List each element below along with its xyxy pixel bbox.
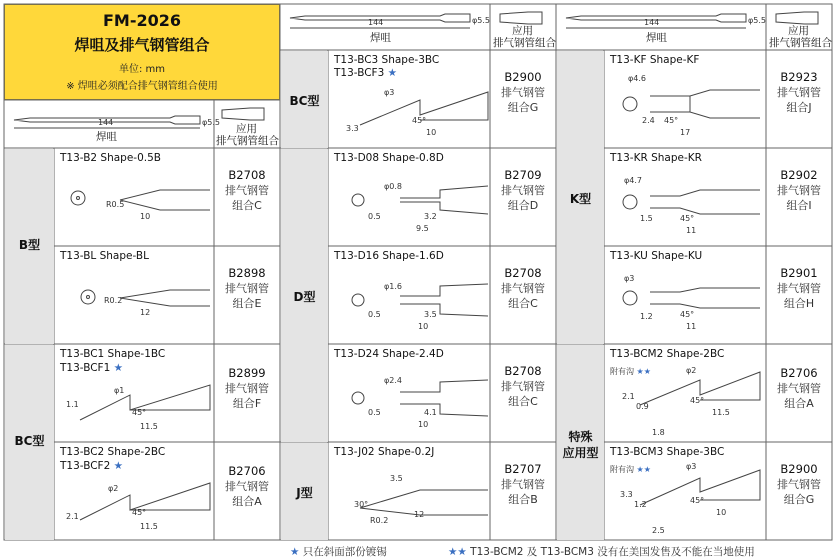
tip-d24-code-block bbox=[490, 364, 556, 409]
tip-d24-dim2: 0.5 bbox=[368, 408, 381, 417]
tip-bc3-combo: 组合G bbox=[507, 101, 539, 114]
model-title: FM-2026 bbox=[102, 11, 182, 30]
tip-j02-dim1: 3.5 bbox=[390, 474, 403, 483]
tip-bcm3-groove-row bbox=[610, 464, 651, 475]
tip-d24-pipe: 排气钢管 bbox=[501, 380, 545, 393]
tip-bcm3-combo: 组合G bbox=[783, 493, 815, 506]
tip-bc1-code-block bbox=[214, 366, 280, 411]
tip-d08-code-block bbox=[490, 168, 556, 213]
tip-j02-name: T13-J02 Shape-0.2J bbox=[334, 446, 435, 458]
tip-bc2-dim2: 2.1 bbox=[66, 512, 79, 521]
tip-ku-code-block bbox=[766, 266, 832, 311]
star-icon: ★ bbox=[113, 362, 124, 374]
tip-ku-combo: 组合H bbox=[783, 297, 815, 310]
tip-bc3-pipe: 排气钢管 bbox=[501, 86, 545, 99]
tip-bcm3-dim4: 45° bbox=[690, 496, 705, 505]
star-icon: ★ bbox=[113, 460, 124, 472]
tip-b2-combo: 组合C bbox=[232, 199, 262, 212]
tip-ku-name: T13-KU Shape-KU bbox=[610, 250, 703, 262]
tip-bcm3-name: T13-BCM3 Shape-3BC bbox=[610, 446, 725, 458]
col3-pipe-label-1: 应用 bbox=[788, 25, 809, 37]
tip-bc3-dim1: φ3 bbox=[384, 88, 395, 97]
tip-bc1-dim3: 45° bbox=[132, 408, 147, 417]
tip-bcm2-pipe: 排气钢管 bbox=[777, 382, 821, 395]
tip-kf-code: B2923 bbox=[780, 70, 818, 84]
tip-bcm2-groove-row bbox=[610, 366, 651, 377]
tip-j02-pipe: 排气钢管 bbox=[501, 478, 545, 491]
tip-d16-code: B2708 bbox=[504, 266, 542, 280]
footer-note-1 bbox=[290, 544, 387, 559]
col2-iron-diameter: φ5.5 bbox=[472, 16, 490, 25]
tip-bc2-dim1: φ2 bbox=[108, 484, 119, 493]
tip-bc2-name: T13-BC2 Shape-2BC bbox=[60, 446, 166, 458]
footer-note-2 bbox=[448, 544, 755, 559]
tip-bcm2-dim4: 45° bbox=[690, 396, 705, 405]
tip-b2-dim1: R0.5 bbox=[106, 200, 125, 209]
tip-bl-code-block bbox=[214, 266, 280, 311]
unit-label: 单位: mm bbox=[118, 64, 166, 75]
tip-b2-code-block bbox=[214, 168, 280, 213]
tip-bc1-code: B2899 bbox=[228, 366, 266, 380]
tip-bc3-dim4: 10 bbox=[426, 128, 437, 137]
tip-kr-pipe: 排气钢管 bbox=[777, 184, 821, 197]
tip-d08-name: T13-D08 Shape-0.8D bbox=[334, 152, 444, 164]
tip-bcm2-dim2: 2.1 bbox=[622, 392, 635, 401]
usage-note: ※ 焊咀必须配合排气钢管组合使用 bbox=[66, 81, 218, 92]
tip-bcm2-combo: 组合A bbox=[784, 397, 814, 410]
type-bc2-label: BC型 bbox=[289, 94, 320, 108]
tip-bcm2-dim1: φ2 bbox=[686, 366, 697, 375]
tip-kf-code-block bbox=[766, 70, 832, 115]
tip-d24-dim3: 4.1 bbox=[424, 408, 437, 417]
col3-iron-label: 焊咀 bbox=[646, 32, 667, 44]
tip-b2-dim2: 10 bbox=[140, 212, 151, 221]
tip-bl-pipe: 排气钢管 bbox=[225, 282, 269, 295]
tip-d16-code-block bbox=[490, 266, 556, 311]
tip-bc3-code: B2900 bbox=[504, 70, 542, 84]
tip-kf-pipe: 排气钢管 bbox=[777, 86, 821, 99]
tip-d08-dim4: 9.5 bbox=[416, 224, 429, 233]
tip-bc1-name2-row bbox=[60, 362, 123, 374]
tip-bc1-dim1: φ1 bbox=[114, 386, 125, 395]
tip-bc2-name2-row bbox=[60, 460, 123, 472]
star-icon: ★ bbox=[387, 67, 398, 79]
type-k-label: K型 bbox=[569, 192, 592, 206]
tip-ku-dim2: 1.2 bbox=[640, 312, 653, 321]
tip-bcm3-pipe: 排气钢管 bbox=[777, 478, 821, 491]
tip-bc3-name: T13-BC3 Shape-3BC bbox=[334, 54, 440, 66]
tip-bc2-code: B2706 bbox=[228, 464, 266, 478]
tip-kr-dim2: 1.5 bbox=[640, 214, 653, 223]
tip-bc1-dim2: 1.1 bbox=[66, 400, 79, 409]
tip-d16-dim4: 10 bbox=[418, 322, 429, 331]
tip-bc3-dim3: 45° bbox=[412, 116, 427, 125]
tip-d24-combo: 组合C bbox=[508, 395, 538, 408]
tip-j02-code: B2707 bbox=[504, 462, 542, 476]
tip-bcm2-name: T13-BCM2 Shape-2BC bbox=[610, 348, 725, 360]
tip-bcm3-dim2: 3.3 bbox=[620, 490, 633, 499]
tip-d16-dim3: 3.5 bbox=[424, 310, 437, 319]
tip-bcm3-code-block bbox=[766, 462, 832, 507]
iron-diameter: φ5.5 bbox=[202, 118, 220, 127]
tip-kr-code: B2902 bbox=[780, 168, 818, 182]
double-star-icon: ★★ bbox=[636, 465, 651, 474]
tip-bcm3-code: B2900 bbox=[780, 462, 818, 476]
tip-bl-name: T13-BL Shape-BL bbox=[60, 250, 149, 262]
tip-d16-pipe: 排气钢管 bbox=[501, 282, 545, 295]
tip-d16-dim1: φ1.6 bbox=[384, 282, 402, 291]
tip-d16-dim2: 0.5 bbox=[368, 310, 381, 319]
tip-bc3-code-block bbox=[490, 70, 556, 115]
type-j-label: J型 bbox=[296, 486, 313, 500]
tip-bcm3-dim3: 1.2 bbox=[634, 500, 647, 509]
tip-ku-dim1: φ3 bbox=[624, 274, 635, 283]
tip-b2-name: T13-B2 Shape-0.5B bbox=[60, 152, 161, 164]
tip-kr-combo: 组合I bbox=[786, 199, 812, 212]
tip-d08-dim1: φ0.8 bbox=[384, 182, 402, 191]
tip-kf-dim1: φ4.6 bbox=[628, 74, 646, 83]
col2-iron-length: 144 bbox=[368, 18, 384, 27]
tip-b2-pipe: 排气钢管 bbox=[225, 184, 269, 197]
tip-bcm2-groove: 附有沟 bbox=[610, 367, 634, 376]
tip-j02-dim3: R0.2 bbox=[370, 516, 389, 525]
tip-kf-name: T13-KF Shape-KF bbox=[610, 54, 700, 66]
tip-d08-dim3: 3.2 bbox=[424, 212, 437, 221]
tip-ku-pipe: 排气钢管 bbox=[777, 282, 821, 295]
tip-bcm3-dim6: 2.5 bbox=[652, 526, 665, 535]
tip-d24-code: B2708 bbox=[504, 364, 542, 378]
col3-pipe-label-2: 排气钢管组合 bbox=[769, 37, 832, 49]
tip-bc2-name2: T13-BCF2 bbox=[60, 460, 111, 472]
tip-kr-dim3: 45° bbox=[680, 214, 695, 223]
tip-bc2-pipe: 排气钢管 bbox=[225, 480, 269, 493]
tip-bc1-combo: 组合F bbox=[232, 397, 262, 410]
tip-j02-combo: 组合B bbox=[508, 493, 538, 506]
tip-d08-dim2: 0.5 bbox=[368, 212, 381, 221]
tip-d24-dim1: φ2.4 bbox=[384, 376, 402, 385]
tip-bc3-name2: T13-BCF3 bbox=[334, 67, 385, 79]
footer-note-2-text: T13-BCM2 及 T13-BCM3 没有在美国发售及不能在当地使用 bbox=[470, 546, 755, 558]
tip-d16-name: T13-D16 Shape-1.6D bbox=[334, 250, 444, 262]
type-special-label-2: 应用型 bbox=[562, 446, 599, 460]
tip-d08-pipe: 排气钢管 bbox=[501, 184, 545, 197]
tip-bc3-dim2: 3.3 bbox=[346, 124, 359, 133]
tip-ku-dim4: 11 bbox=[686, 322, 697, 331]
double-star-icon: ★★ bbox=[636, 367, 651, 376]
footer-note-1-text: 只在斜面部份镀锡 bbox=[302, 546, 387, 558]
tip-bc2-dim3: 45° bbox=[132, 508, 147, 517]
pipe-label-2: 排气钢管组合 bbox=[216, 135, 279, 147]
type-d-label: D型 bbox=[293, 290, 316, 304]
tip-bc2-combo: 组合A bbox=[232, 495, 262, 508]
tip-d24-name: T13-D24 Shape-2.4D bbox=[334, 348, 444, 360]
tip-kr-dim4: 11 bbox=[686, 226, 697, 235]
tip-kf-combo: 组合J bbox=[786, 101, 812, 114]
col2-pipe-label-2: 排气钢管组合 bbox=[493, 37, 556, 49]
iron-length: 144 bbox=[98, 118, 114, 127]
tip-bcm2-dim3: 0.9 bbox=[636, 402, 649, 411]
tip-bl-dim1: R0.2 bbox=[104, 296, 123, 305]
col3-iron-length: 144 bbox=[644, 18, 660, 27]
tip-ku-dim3: 45° bbox=[680, 310, 695, 319]
tip-kf-dim2: 2.4 bbox=[642, 116, 655, 125]
tip-bc2-code-block bbox=[214, 464, 280, 509]
tip-bc2-dim4: 11.5 bbox=[140, 522, 158, 531]
col2-pipe-label-1: 应用 bbox=[512, 25, 533, 37]
tip-d08-combo: 组合D bbox=[507, 199, 539, 212]
star-icon: ★ bbox=[290, 546, 300, 558]
tip-j02-code-block bbox=[490, 462, 556, 507]
tip-kr-name: T13-KR Shape-KR bbox=[610, 152, 702, 164]
tip-bcm3-dim1: φ3 bbox=[686, 462, 697, 471]
page-title: 焊咀及排气钢管组合 bbox=[74, 36, 210, 54]
tip-kf-dim3: 45° bbox=[664, 116, 679, 125]
tip-ku-code: B2901 bbox=[780, 266, 818, 280]
tip-d24-dim4: 10 bbox=[418, 420, 429, 429]
tip-bl-dim2: 12 bbox=[140, 308, 151, 317]
tip-bc1-name2: T13-BCF1 bbox=[60, 362, 111, 374]
tip-bcm2-dim6: 1.8 bbox=[652, 428, 665, 437]
tip-bc3-name2-row bbox=[334, 67, 397, 79]
tip-bl-code: B2898 bbox=[228, 266, 266, 280]
tip-kr-dim1: φ4.7 bbox=[624, 176, 642, 185]
type-bc-label: BC型 bbox=[14, 434, 45, 448]
tip-b2-code: B2708 bbox=[228, 168, 266, 182]
tip-d08-code: B2709 bbox=[504, 168, 542, 182]
tip-bc1-dim4: 11.5 bbox=[140, 422, 158, 431]
iron-label: 焊咀 bbox=[96, 131, 117, 143]
tip-bc1-name: T13-BC1 Shape-1BC bbox=[60, 348, 166, 360]
double-star-icon: ★★ bbox=[448, 546, 467, 558]
tip-d16-combo: 组合C bbox=[508, 297, 538, 310]
tip-bcm3-groove: 附有沟 bbox=[610, 465, 634, 474]
tip-bc1-pipe: 排气钢管 bbox=[225, 382, 269, 395]
type-special-label-1: 特殊 bbox=[568, 430, 593, 444]
tip-bl-combo: 组合E bbox=[232, 297, 262, 310]
tip-j02-dim4: 12 bbox=[414, 510, 425, 519]
tip-kf-dim4: 17 bbox=[680, 128, 691, 137]
tip-bcm2-code: B2706 bbox=[780, 366, 818, 380]
tip-kr-code-block bbox=[766, 168, 832, 213]
col2-iron-label: 焊咀 bbox=[370, 32, 391, 44]
tip-bcm2-dim5: 11.5 bbox=[712, 408, 730, 417]
col3-iron-diameter: φ5.5 bbox=[748, 16, 766, 25]
tip-bcm3-dim5: 10 bbox=[716, 508, 727, 517]
tip-bcm2-code-block bbox=[766, 366, 832, 411]
pipe-label-1: 应用 bbox=[236, 123, 257, 135]
type-b-label: B型 bbox=[18, 238, 41, 252]
tip-j02-dim2: 30° bbox=[354, 500, 369, 509]
